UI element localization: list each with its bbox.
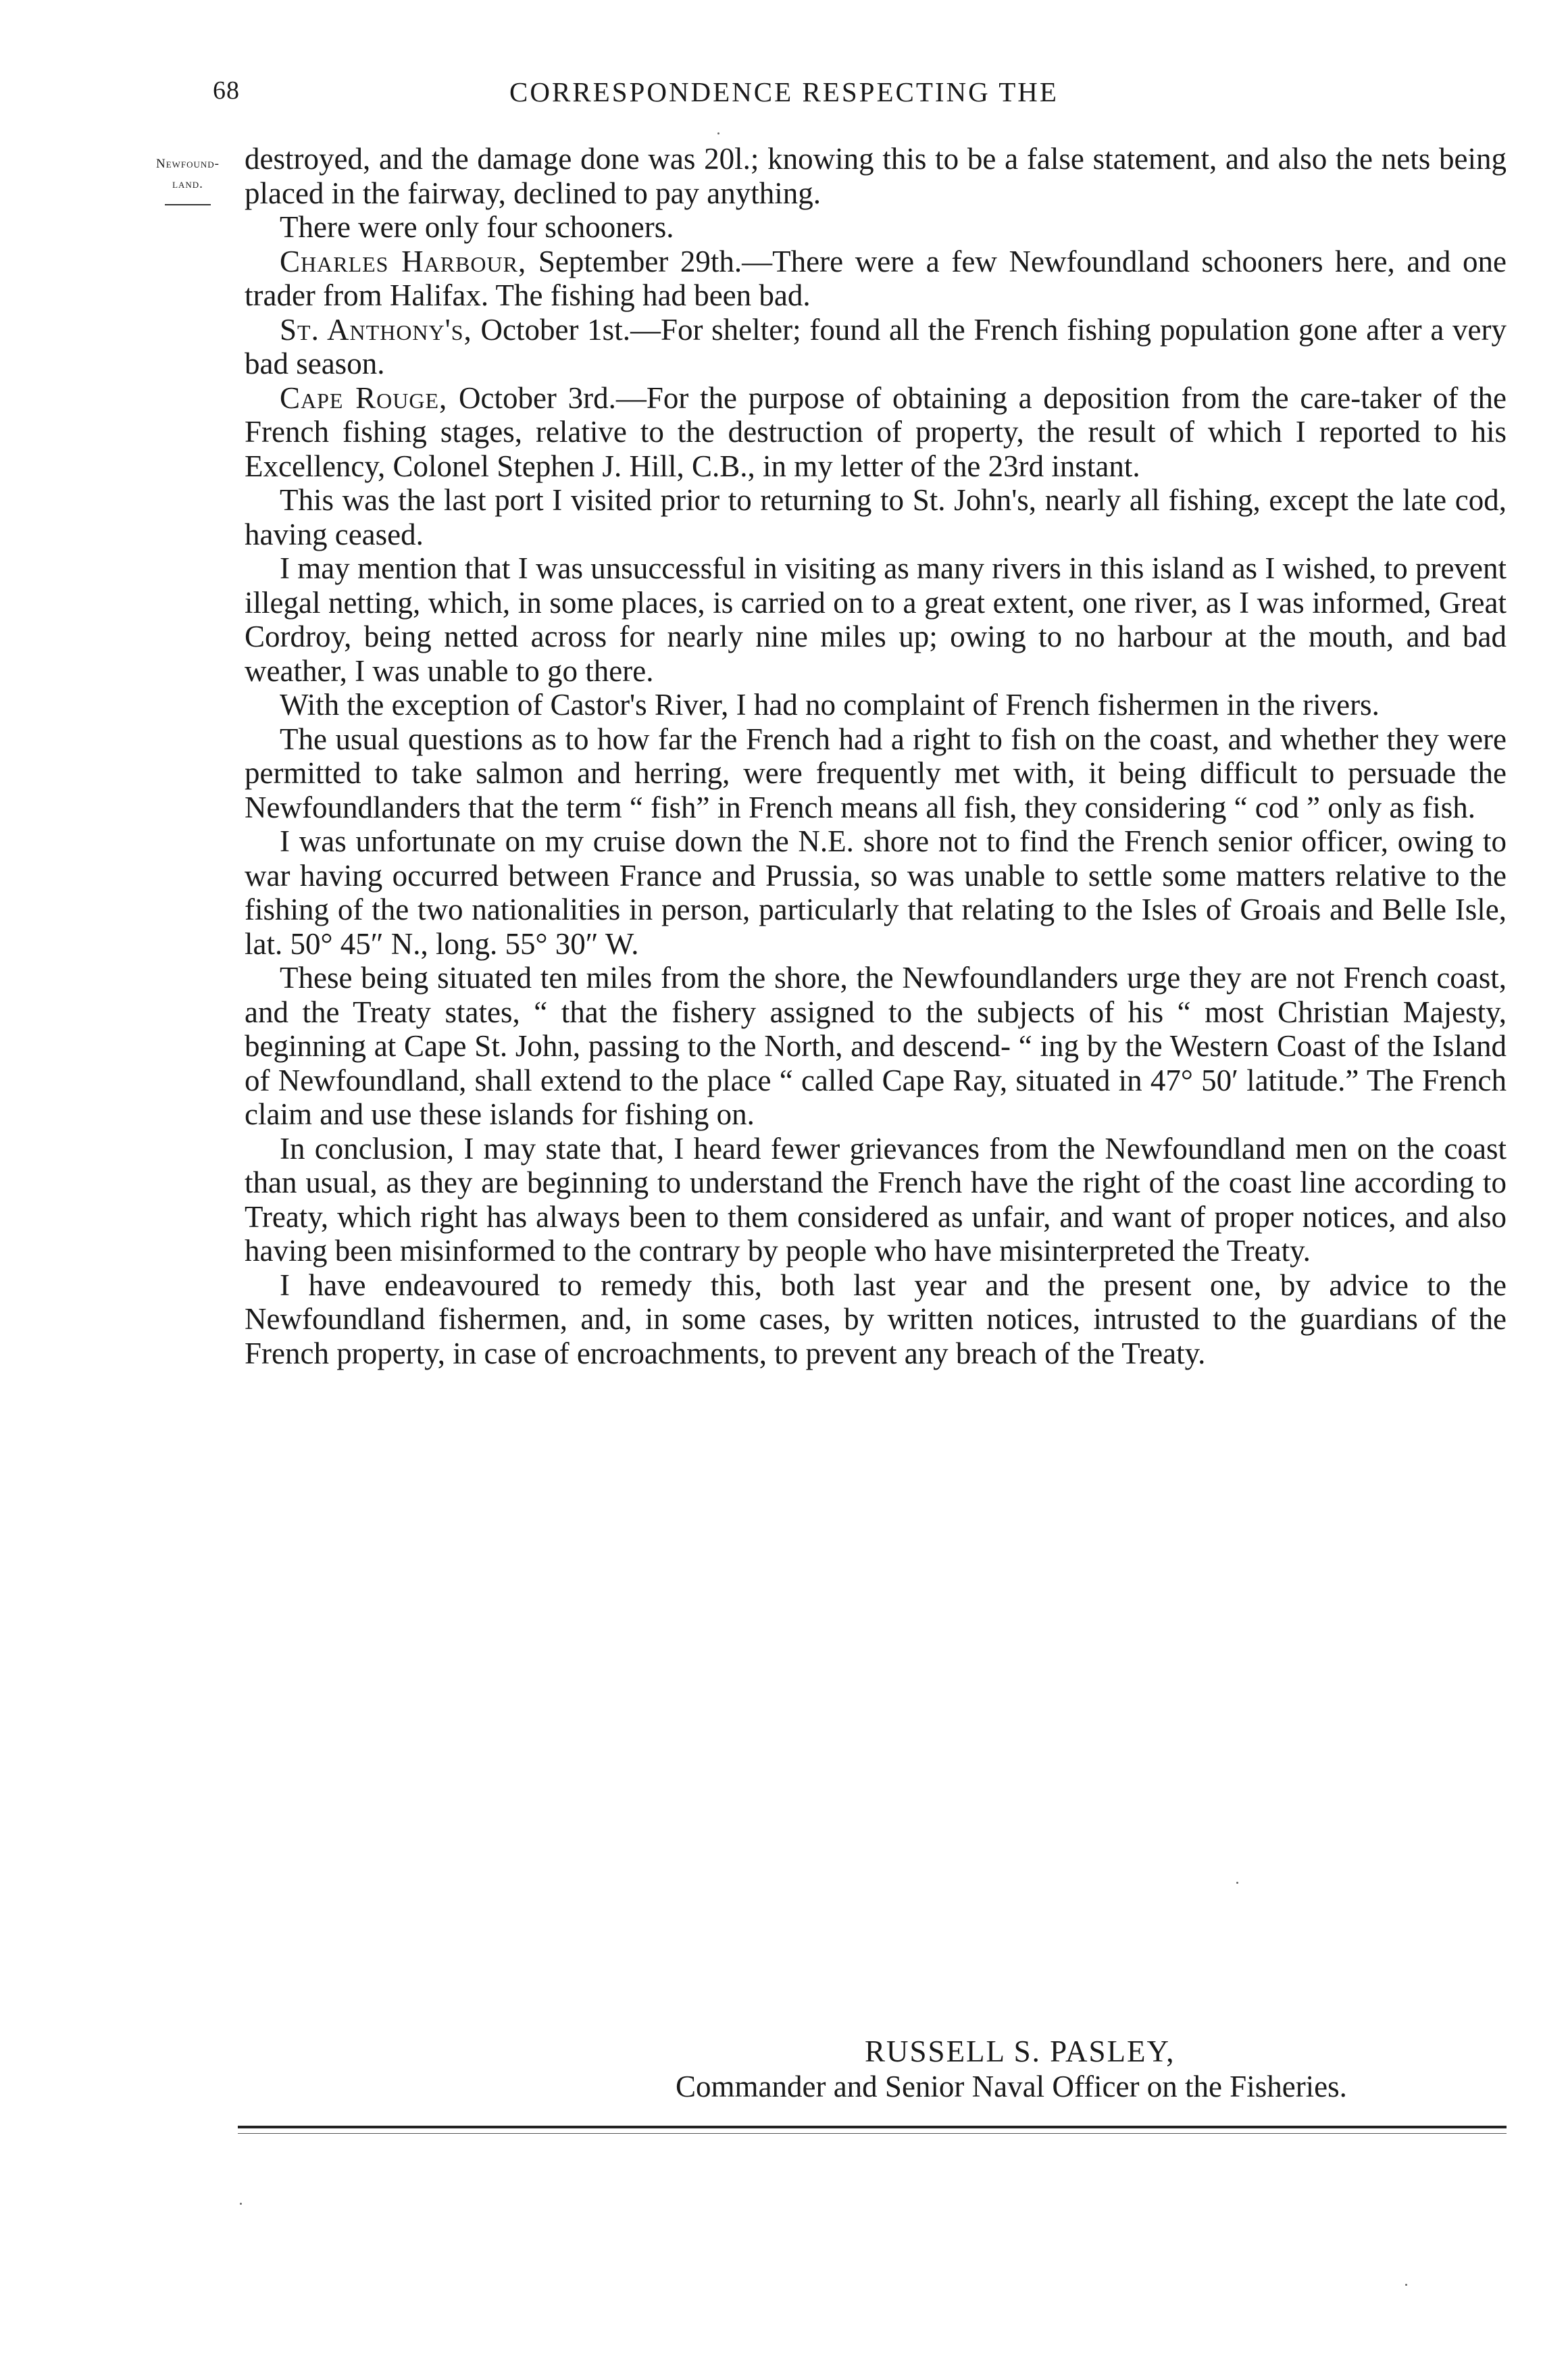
paragraph-8 bbox=[245, 688, 1507, 722]
place-heading: Cape Rouge, bbox=[280, 380, 448, 415]
print-speck bbox=[1405, 2284, 1407, 2286]
running-head: CORRESPONDENCE RESPECTING THE bbox=[509, 76, 1059, 107]
paragraph-6 bbox=[245, 483, 1507, 551]
margin-note-dash bbox=[165, 204, 211, 205]
paragraph-9 bbox=[245, 722, 1507, 825]
paragraph-text: These being situated ten miles from the shore, the Newfoundlanders urge they are not French coast, and the Treaty states, “ that the fishery assigned to the subjects of his “ most Christian Majesty, beginning at Cape St. John, passing to the North, and descend- “ ing by the Western Coast of the Island of Newfoundland, shall extend to the place “ called Cape Ray, situated in 47° 50′ latitude.” The French claim and use these islands for fishing on. bbox=[245, 961, 1507, 1131]
place-heading: Charles Harbour, bbox=[280, 244, 527, 278]
margin-note-line-2: land. bbox=[172, 177, 203, 191]
print-speck bbox=[240, 2203, 242, 2205]
paragraph-text: destroyed, and the damage done was 20l.; knowing this to be a false statement, and also the nets being placed in the fairway, declined to pay anything. bbox=[245, 142, 1507, 210]
print-speck bbox=[1236, 1882, 1238, 1884]
paragraph-2 bbox=[245, 210, 1507, 245]
paragraph-5 bbox=[245, 381, 1507, 484]
margin-note bbox=[134, 154, 242, 205]
paragraph-text: There were only four schooners. bbox=[280, 210, 674, 244]
paragraph-11 bbox=[245, 961, 1507, 1132]
closing-rule bbox=[238, 2126, 1507, 2128]
paragraph-12 bbox=[245, 1132, 1507, 1268]
paragraph-text: With the exception of Castor's River, I had no complaint of French fishermen in the rivers. bbox=[280, 688, 1380, 722]
paragraph-10 bbox=[245, 824, 1507, 961]
paragraph-text: October 1st.—For shelter; found all the French fishing population gone after a very bad season. bbox=[245, 312, 1507, 380]
paragraph-text: In conclusion, I may state that, I heard fewer grievances from the Newfoundland men on the coast than usual, as they are beginning to understand the French have the right of the coast line according to Treaty, which right has always been to them considered as unfair, and want of proper notices, and also having been misinformed to the contrary by people who have misinterpreted the Treaty. bbox=[245, 1131, 1507, 1268]
paragraph-text: September 29th.—There were a few Newfoundland schooners here, and one trader from Halifax. The fishing had been bad. bbox=[245, 244, 1507, 312]
paragraph-13 bbox=[245, 1268, 1507, 1371]
paragraph-text: I may mention that I was unsuccessful in visiting as many rivers in this island as I wished, to prevent illegal netting, which, in some places, is carried on to a great extent, one river, as I was informed, Great Cordroy, being netted across for nearly nine miles up; owing to no harbour at the mouth, and bad weather, I was unable to go there. bbox=[245, 551, 1507, 688]
paragraph-text: October 3rd.—For the purpose of obtaining a deposition from the care-taker of the French fishing stages, relative to the destruction of property, the result of which I reported to his Excellency, Colonel Stephen J. Hill, C.B., in my letter of the 23rd instant. bbox=[245, 380, 1507, 483]
place-heading: St. Anthony's, bbox=[280, 312, 472, 347]
letter-body bbox=[245, 142, 1507, 1370]
paragraph-1 bbox=[245, 142, 1507, 210]
paragraph-7 bbox=[245, 551, 1507, 688]
signatory-name: RUSSELL S. PASLEY, bbox=[865, 2034, 1175, 2068]
paragraph-text: This was the last port I visited prior to returning to St. John's, nearly all fishing, except the late cod, having ceased. bbox=[245, 483, 1507, 551]
paragraph-3 bbox=[245, 245, 1507, 313]
signatory-title: Commander and Senior Naval Officer on the Fisheries. bbox=[676, 2070, 1347, 2103]
signature-block bbox=[245, 2034, 1507, 2104]
paragraph-text: The usual questions as to how far the French had a right to fish on the coast, and whether they were permitted to take salmon and herring, were frequently met with, it being difficult to persuade the Newfoundlanders that the term “ fish” in French means all fish, they considering “ cod ” only as fish. bbox=[245, 722, 1507, 824]
closing-rule-thin bbox=[238, 2133, 1507, 2134]
margin-note-line-1: Newfound- bbox=[155, 157, 220, 171]
print-speck bbox=[717, 132, 719, 134]
paragraph-4 bbox=[245, 313, 1507, 381]
paragraph-text: I have endeavoured to remedy this, both last year and the present one, by advice to the Newfoundland fishermen, and, in some cases, by written notices, intrusted to the guardians of the French property, in case of encroachments, to prevent any breach of the Treaty. bbox=[245, 1268, 1507, 1370]
paragraph-text: I was unfortunate on my cruise down the N.E. shore not to find the French senior officer, owing to war having occurred between France and Prussia, so was unable to settle some matters relative to the fishing of the two nationalities in person, particularly that relating to the Isles of Groais and Belle Isle, lat. 50° 45″ N., long. 55° 30″ W. bbox=[245, 824, 1507, 961]
page-number: 68 bbox=[213, 76, 240, 105]
